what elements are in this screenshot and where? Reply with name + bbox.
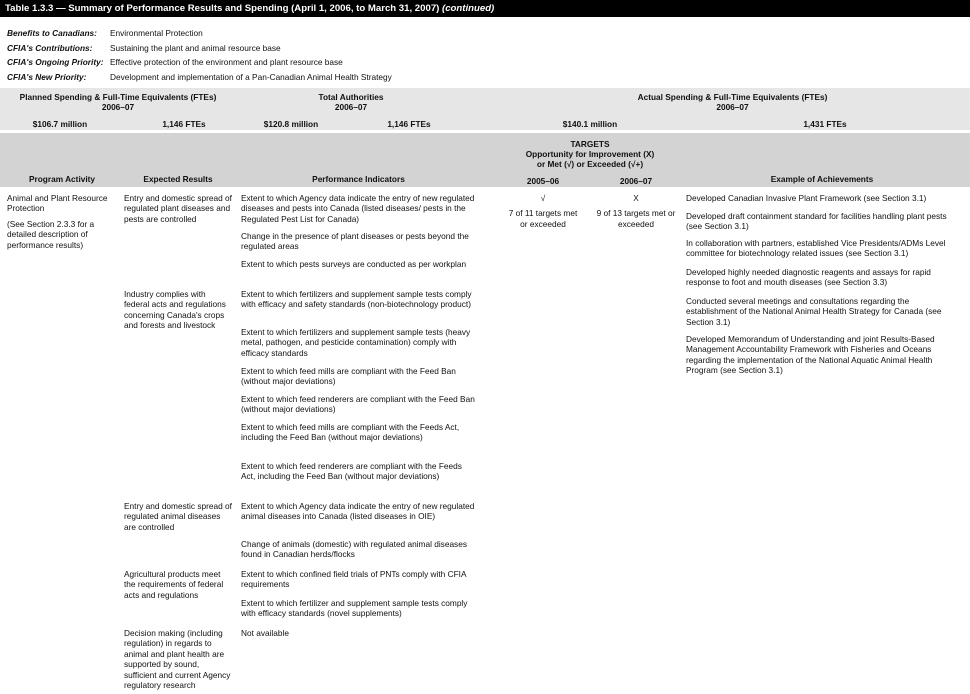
achievement-2: Developed draft containment standard for facilities handling plant pests (see Section 3.1) [686,211,947,232]
achievement-4: Developed highly needed diagnostic reagents and assays for rapid response to foot and mouth diseases (see Section 3.3) [686,267,931,288]
achievement-1: Developed Canadian Invasive Plant Framework (see Section 3.1) [686,193,927,203]
meta-label: CFIA's Ongoing Priority: [7,57,104,67]
indicator-11: Change of animals (domestic) with regulated animal diseases found in Canadian herds/flocks [241,539,467,560]
authorities-year: 2006–07 [334,102,368,112]
indicator-12: Extent to which confined field trials of PNTs comply with CFIA requirements [241,569,467,590]
actual-amount: $140.1 million [562,119,618,129]
program-name: Animal and Plant Resource Protection [7,193,108,214]
planned-amount: $106.7 million [32,119,88,129]
indicator-6: Extent to which feed mills are compliant with the Feed Ban (without major deviations) [241,366,456,387]
target-2006-07 [592,193,680,229]
header-targets-line2: Opportunity for Improvement (X) [525,149,655,159]
header-year-2005-06: 2005–06 [526,176,560,186]
meta-value: Sustaining the plant and animal resource base [110,42,281,53]
authorities-amount: $120.8 million [263,119,319,129]
target-2005-06-text: 7 of 11 targets met or exceeded [508,208,578,229]
spending-summary [0,88,970,130]
target-2006-07-mark: X [633,193,639,203]
meta-value: Environmental Protection [110,28,203,38]
program-activity-cell [7,193,117,250]
expected-result-4: Agricultural products meet the requirements of federal acts and regulations [124,569,224,600]
indicator-8: Extent to which feed mills are compliant with the Feeds Act, including the Feed Ban (without major deviations) [241,422,460,443]
meta-row-new-priority [7,72,957,87]
authorities-ftes: 1,146 FTEs [387,119,431,129]
indicator-5: Extent to which fertilizers and supplement sample tests (heavy metal, pathogen, and pesticide contamination) comply with efficacy standards [241,327,471,358]
meta-row-benefits [7,28,957,43]
program-note: (See Section 2.3.3 for a detailed description of performance results) [7,218,95,250]
meta-row-ongoing-priority [7,57,957,72]
indicator-7: Extent to which feed renderers are compliant with the Feed Ban (without major deviations) [241,394,475,415]
table-title [0,0,970,17]
actual-heading: Actual Spending & Full-Time Equivalents (FTEs) [637,92,828,102]
meta-row-contributions [7,43,957,58]
authorities-heading: Total Authorities [318,92,384,102]
meta-section [7,28,957,86]
header-performance-indicators: Performance Indicators [312,174,405,184]
column-headers [0,133,970,187]
meta-value: Development and implementation of a Pan-Canadian Animal Health Strategy [110,71,392,82]
indicator-1: Extent to which Agency data indicate the entry of new regulated diseases and pests into Canada (listed diseases/ pests in the Regulated Pest List for Canada) [241,193,475,224]
indicator-13: Extent to which fertilizer and supplement sample tests comply with efficacy standards (novel supplements) [241,598,468,619]
indicator-2: Change in the presence of plant diseases or pests beyond the regulated areas [241,231,469,252]
actual-year: 2006–07 [716,102,749,112]
expected-result-3: Entry and domestic spread of regulated animal diseases are controlled [124,501,232,532]
expected-result-1: Entry and domestic spread of regulated plant diseases and pests are controlled [124,193,232,224]
meta-label: CFIA's New Priority: [7,71,87,82]
expected-result-5: Decision making (including regulation) in regards to animal and plant health are supported by sound, sufficient and current Agency regulatory research [124,628,231,691]
header-targets-line3: or Met (√) or Exceeded (√+) [536,159,644,169]
indicator-9: Extent to which feed renderers are compliant with the Feeds Act, including the Feed Ban (without major deviations) [241,461,462,482]
expected-result-2: Industry complies with federal acts and regulations concerning Canada's crops and forests and livestock [124,289,226,331]
header-year-2006-07: 2006–07 [619,176,653,186]
planned-ftes: 1,146 FTEs [162,119,206,129]
indicator-4: Extent to which fertilizers and supplement sample tests comply with efficacy and safety standards (non-biotechnology product) [241,289,472,310]
planned-year: 2006–07 [101,102,135,112]
indicator-3: Extent to which pests surveys are conducted as per workplan [241,259,467,269]
target-2005-06 [505,193,581,229]
indicator-10: Extent to which Agency data indicate the entry of new regulated animal diseases into Canada (listed diseases in OIE) [241,501,475,522]
header-targets: TARGETS [570,139,610,149]
header-achievements: Example of Achievements [770,174,874,184]
table-title-text: Table 1.3.3 — Summary of Performance Results and Spending (April 1, 2006, to March 31, 2007) [5,3,440,14]
planned-heading: Planned Spending & Full-Time Equivalents (FTEs) [19,92,217,102]
indicator-14: Not available [241,628,289,638]
table-title-suffix: (continued) [442,3,495,14]
achievement-3: In collaboration with partners, established Vice Presidents/ADMs Level committee for biotechnology related issues (see Section 3.1) [686,238,946,259]
target-2006-07-text: 9 of 13 targets met or exceeded [596,208,676,229]
actual-ftes: 1,431 FTEs [803,119,847,129]
meta-value: Effective protection of the environment and plant resource base [110,57,343,67]
header-program-activity: Program Activity [28,174,96,184]
header-expected-results: Expected Results [143,174,213,184]
achievement-5: Conducted several meetings and consultations regarding the establishment of the National Animal Health Strategy for Canada (see Section 3.1) [686,296,942,327]
meta-label: Benefits to Canadians: [7,28,97,38]
achievement-6: Developed Memorandum of Understanding and joint Results-Based Management Accountability Framework with Fisheries and Oceans regarding the implementation of the National Aquatic Animal Health Program (see Section 3.1) [686,334,935,376]
target-2005-06-mark: √ [540,193,546,203]
meta-label: CFIA's Contributions: [7,42,93,53]
